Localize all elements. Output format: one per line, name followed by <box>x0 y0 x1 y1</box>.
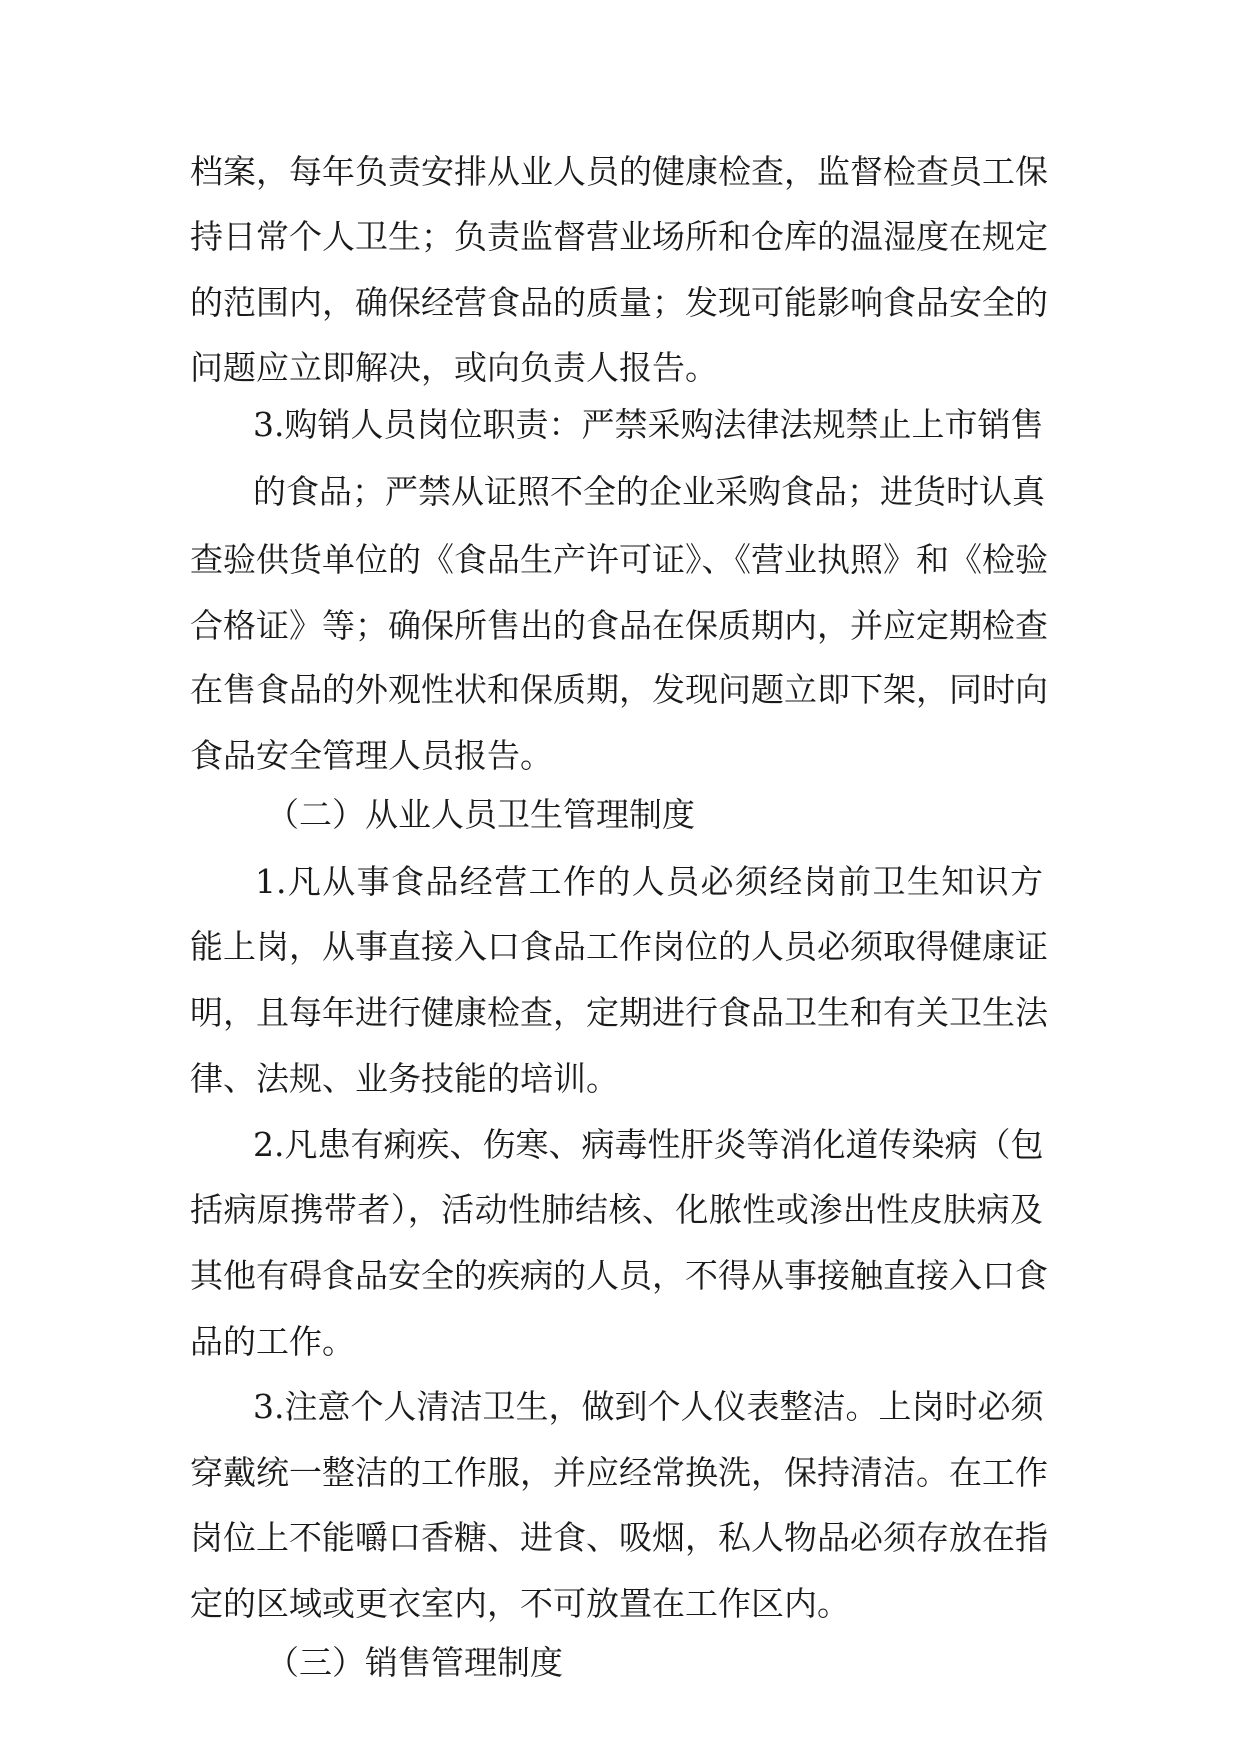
paragraph-line: 3.购销人员岗位职责：严禁采购法律法规禁止上市销售 <box>253 405 1044 444</box>
paragraph-line: 其他有碍食品安全的疾病的人员，不得从事接触直接入口食 <box>190 1256 1048 1295</box>
paragraph-line: 食品安全管理人员报告。 <box>190 736 553 775</box>
paragraph-line: 的范围内，确保经营食品的质量；发现可能影响食品安全的 <box>190 283 1048 322</box>
paragraph-line: 2.凡患有痢疾、伤寒、病毒性肝炎等消化道传染病（包 <box>253 1125 1044 1164</box>
paragraph-line: 括病原携带者），活动性肺结核、化脓性或渗出性皮肤病及 <box>190 1190 1043 1229</box>
paragraph-line: 岗位上不能嚼口香糖、进食、吸烟，私人物品必须存放在指 <box>190 1518 1048 1557</box>
paragraph-line: 的食品；严禁从证照不全的企业采购食品；进货时认真 <box>253 472 1045 511</box>
paragraph-line: 1.凡从事食品经营工作的人员必须经岗前卫生知识方 <box>255 862 1043 901</box>
section-heading: （二）从业人员卫生管理制度 <box>266 795 695 834</box>
paragraph-line: 3.注意个人清洁卫生，做到个人仪表整洁。上岗时必须 <box>253 1387 1044 1426</box>
paragraph-line: 在售食品的外观性状和保质期，发现问题立即下架，同时向 <box>190 670 1048 709</box>
paragraph-line: 定的区域或更衣室内，不可放置在工作区内。 <box>190 1584 850 1623</box>
paragraph-line: 查验供货单位的《食品生产许可证》、《营业执照》和《检验 <box>190 540 1048 579</box>
paragraph-line: 能上岗，从事直接入口食品工作岗位的人员必须取得健康证 <box>190 927 1048 966</box>
paragraph-line: 品的工作。 <box>190 1322 355 1361</box>
paragraph-line: 穿戴统一整洁的工作服，并应经常换洗，保持清洁。在工作 <box>190 1453 1048 1492</box>
paragraph-line: 明，且每年进行健康检查，定期进行食品卫生和有关卫生法 <box>190 993 1048 1032</box>
paragraph-line: 问题应立即解决，或向负责人报告。 <box>190 348 718 387</box>
section-heading: （三）销售管理制度 <box>266 1643 563 1682</box>
paragraph-line: 合格证》等；确保所售出的食品在保质期内，并应定期检查 <box>190 606 1048 645</box>
paragraph-line: 档案，每年负责安排从业人员的健康检查，监督检查员工保 <box>190 152 1048 191</box>
paragraph-line: 持日常个人卫生；负责监督营业场所和仓库的温湿度在规定 <box>190 217 1048 256</box>
paragraph-line: 律、法规、业务技能的培训。 <box>190 1059 619 1098</box>
